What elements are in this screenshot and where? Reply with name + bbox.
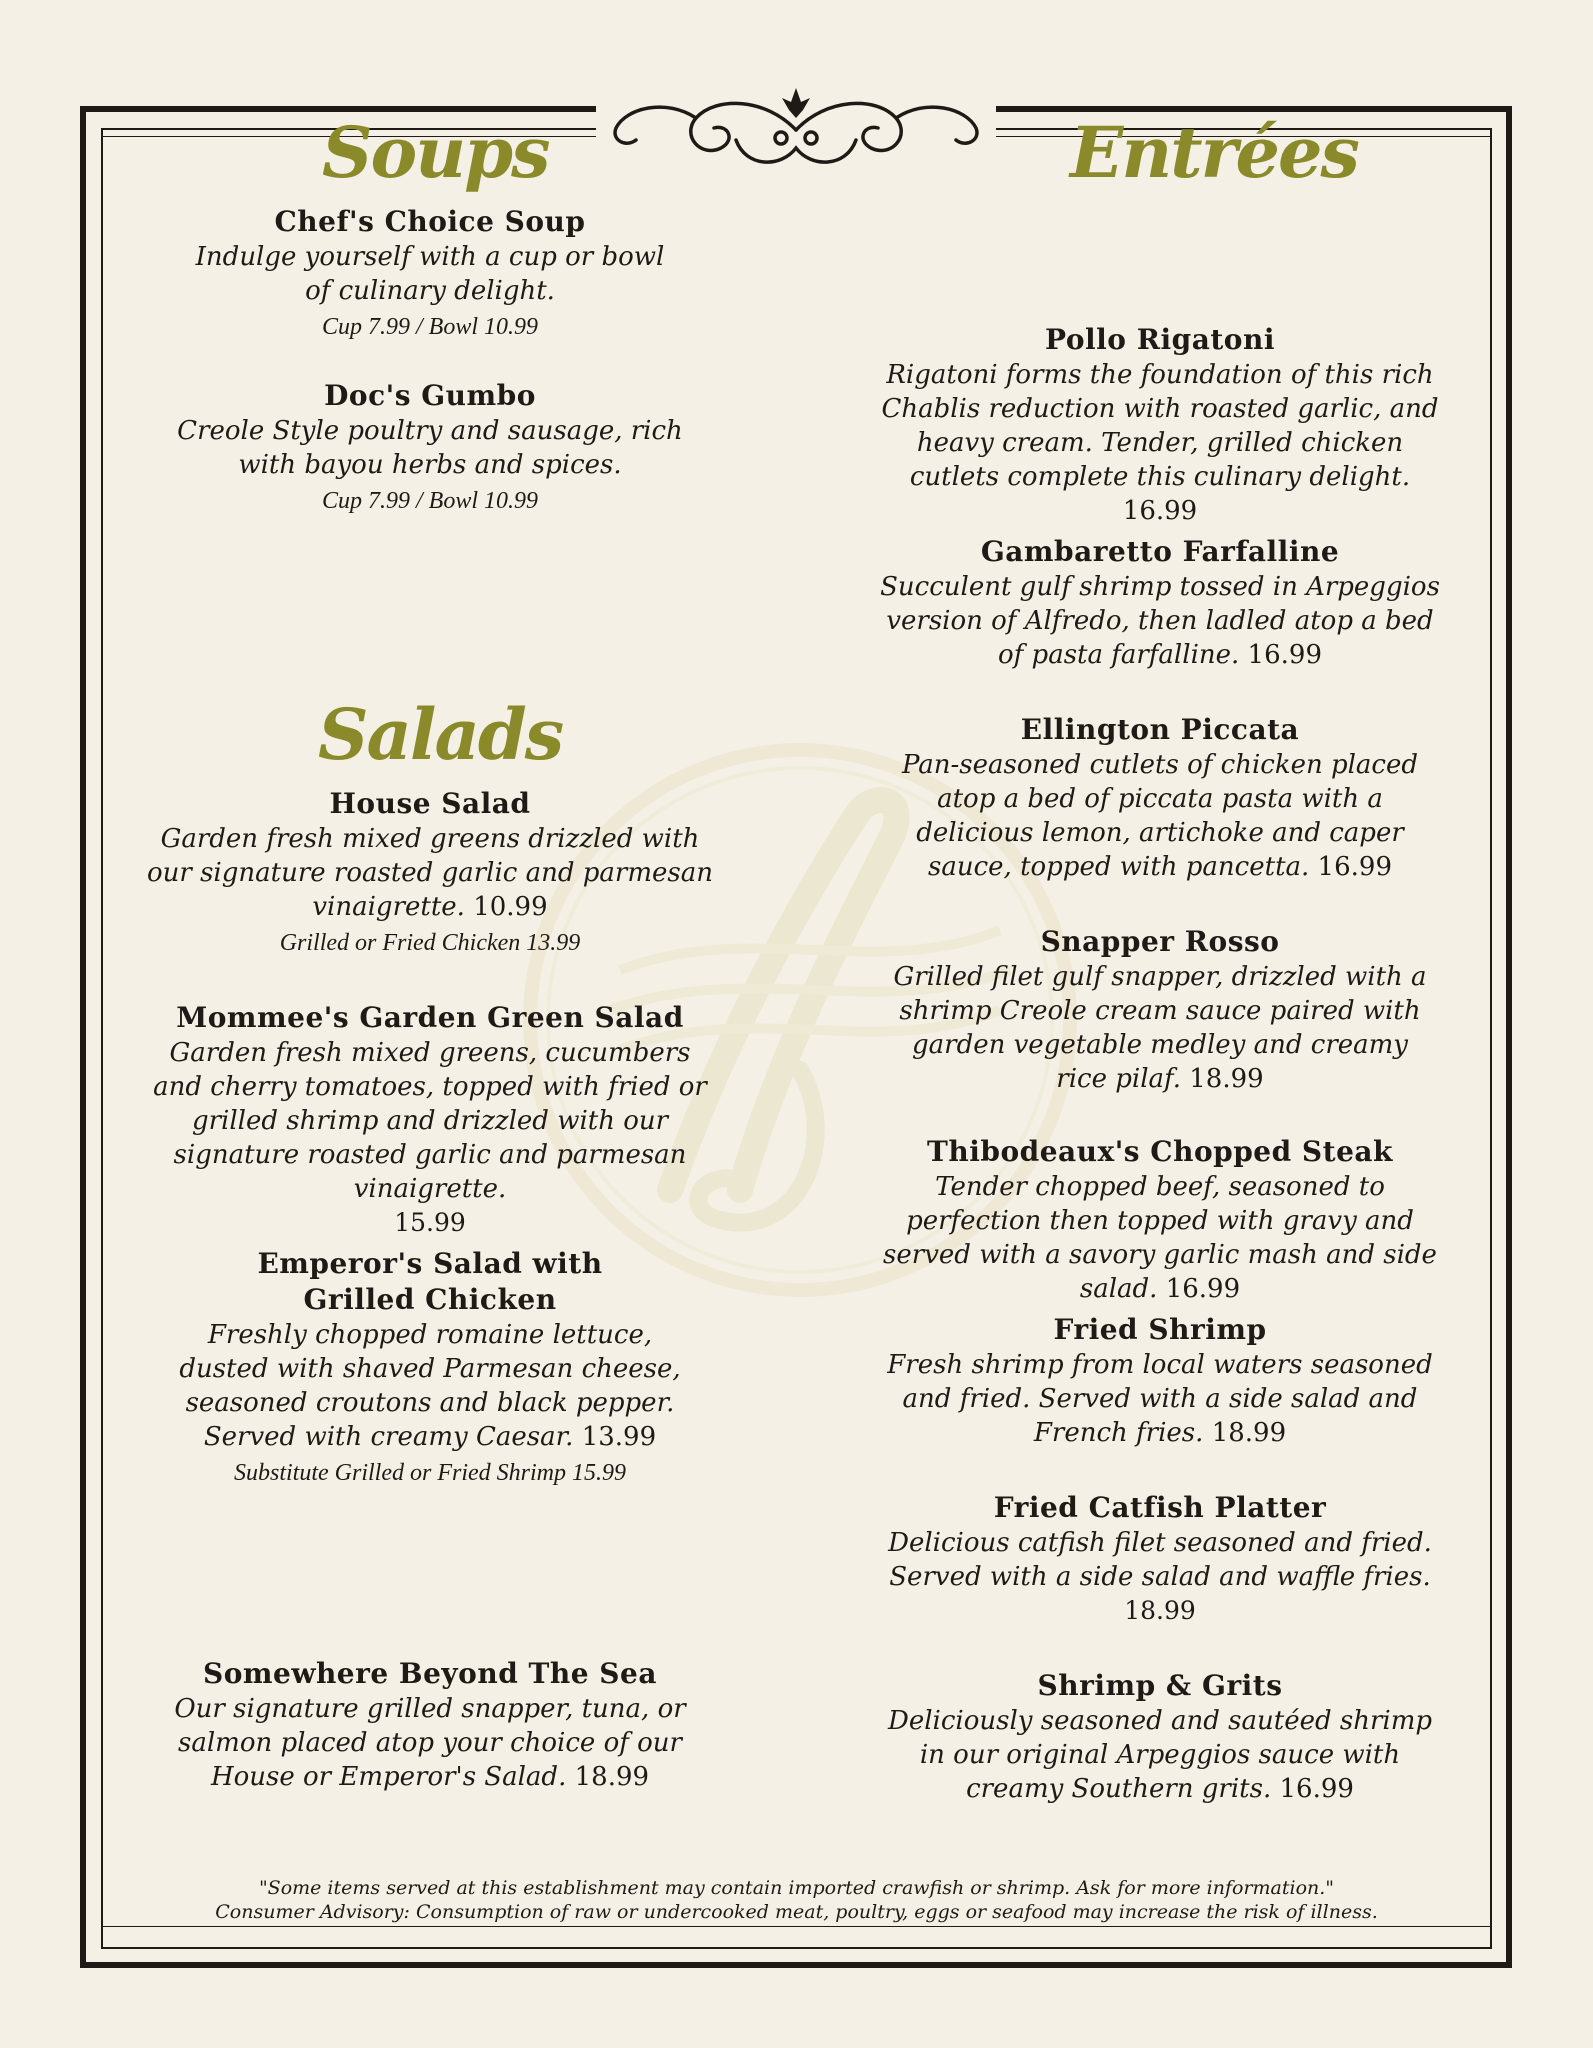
item-description: Rigatoni forms the foundation of this rich Chablis reduction with roasted garlic, and heavy cream. Tender, grilled chicken cutlets complete this culinary delight. [881,360,1439,492]
menu-item [870,924,1450,1096]
item-name: Gambaretto Farfalline [980,535,1340,568]
item-description: Deliciously seasoned and sautéed shrimp in our original Arpeggios sauce with creamy Southern grits. [887,1706,1433,1804]
item-description: Our signature grilled snapper, tuna, or salmon placed atop your choice of our House or Emperor's Salad. [174,1694,686,1792]
salads-title: Salads [318,693,563,776]
menu-item [870,1312,1450,1450]
item-description: Creole Style poultry and sausage, rich with bayou herbs and spices. [177,416,683,480]
item-price-note: Cup 7.99 / Bowl 10.99 [321,488,538,514]
item-name: Chef's Choice Soup [274,205,586,238]
item-name: Snapper Rosso [1040,925,1280,958]
item-price: 18.99 [574,1762,650,1792]
item-description: Delicious catfish filet seasoned and fried. Served with a side salad and waffle fries. [888,1528,1432,1592]
entrees-title: Entrées [1070,111,1358,194]
item-description: Garden fresh mixed greens, cucumbers and cherry tomatoes, topped with fried or grilled shrimp and drizzled with our signature roasted garlic and parmesan vinaigrette. [153,1038,707,1204]
item-name: Fried Shrimp [1053,1313,1267,1346]
item-description: Garden fresh mixed greens drizzled with our signature roasted garlic and parmesan vinaigrette. [147,824,713,922]
item-name: Ellington Piccata [1020,713,1300,746]
item-price: 16.99 [1247,640,1322,670]
item-price: 18.99 [1124,1596,1196,1625]
item-description: Tender chopped beef, seasoned to perfection then topped with gravy and served with a savory garlic mash and side salad. [883,1172,1437,1304]
item-description: Pan-seasoned cutlets of chicken placed atop a bed of piccata pasta with a delicious lemon, artichoke and caper sauce, topped with pancetta. [901,750,1419,882]
item-price: 18.99 [1211,1418,1287,1448]
menu-item [870,1134,1450,1306]
item-name: Emperor's Salad with Grilled Chicken [257,1247,603,1316]
menu-item [870,534,1450,672]
item-name: Mommee's Garden Green Salad [176,1001,684,1034]
item-price: 10.99 [473,892,548,922]
menu-item [870,1668,1450,1806]
item-price-note: Substitute Grilled or Fried Shrimp 15.99 [234,1460,626,1486]
item-name: Pollo Rigatoni [1045,323,1275,356]
item-name: Thibodeaux's Chopped Steak [927,1135,1393,1168]
menu-item [130,378,730,518]
item-name: Doc's Gumbo [324,379,536,412]
item-price: 13.99 [581,1422,657,1452]
item-price: 15.99 [394,1208,466,1237]
footer-line-2: Consumer Advisory: Consumption of raw or undercooked meat, poultry, eggs or seafood may increase the risk of illness. [215,1901,1378,1923]
item-description: Fresh shrimp from local waters seasoned and fried. Served with a side salad and French fries. [887,1350,1433,1448]
item-name: Shrimp & Grits [1037,1669,1283,1702]
menu-item [870,712,1450,884]
item-description: Freshly chopped romaine lettuce, dusted with shaved Parmesan cheese, seasoned croutons and black pepper. Served with creamy Caesar. [179,1320,681,1452]
menu-item [130,1246,730,1490]
menu-item [870,322,1450,528]
fleur-de-lis-ornament-icon [596,68,996,178]
item-description: Grilled filet gulf snapper, drizzled with a shrimp Creole cream sauce paired with garden vegetable medley and creamy rice pilaf. [893,962,1427,1094]
item-price-note: Cup 7.99 / Bowl 10.99 [321,314,538,340]
item-name: House Salad [329,787,531,820]
menu-item [130,786,730,960]
item-description: Indulge yourself with a cup or bowl of culinary delight. [195,242,665,306]
item-price: 16.99 [1122,496,1198,526]
item-description: Succulent gulf shrimp tossed in Arpeggios version of Alfredo, then ladled atop a bed of pasta farfalline. [880,572,1440,670]
item-price: 16.99 [1317,852,1392,882]
item-price-note: Grilled or Fried Chicken 13.99 [279,930,581,956]
item-price: 16.99 [1279,1774,1354,1804]
item-name: Fried Catfish Platter [993,1491,1327,1524]
soups-title: Soups [322,111,549,194]
item-price: 16.99 [1165,1274,1241,1304]
menu-item [130,204,730,344]
item-price: 18.99 [1189,1064,1264,1094]
menu-item [870,1490,1450,1628]
footer-line-1: "Some items served at this establishment may contain imported crawfish or shrimp. Ask for more information." [258,1877,1335,1899]
menu-item [130,1656,730,1794]
frame-rule-bottom [101,1926,1492,1927]
menu-item [130,1000,730,1240]
item-name: Somewhere Beyond The Sea [203,1657,657,1690]
footer-disclaimer [101,1876,1492,1924]
